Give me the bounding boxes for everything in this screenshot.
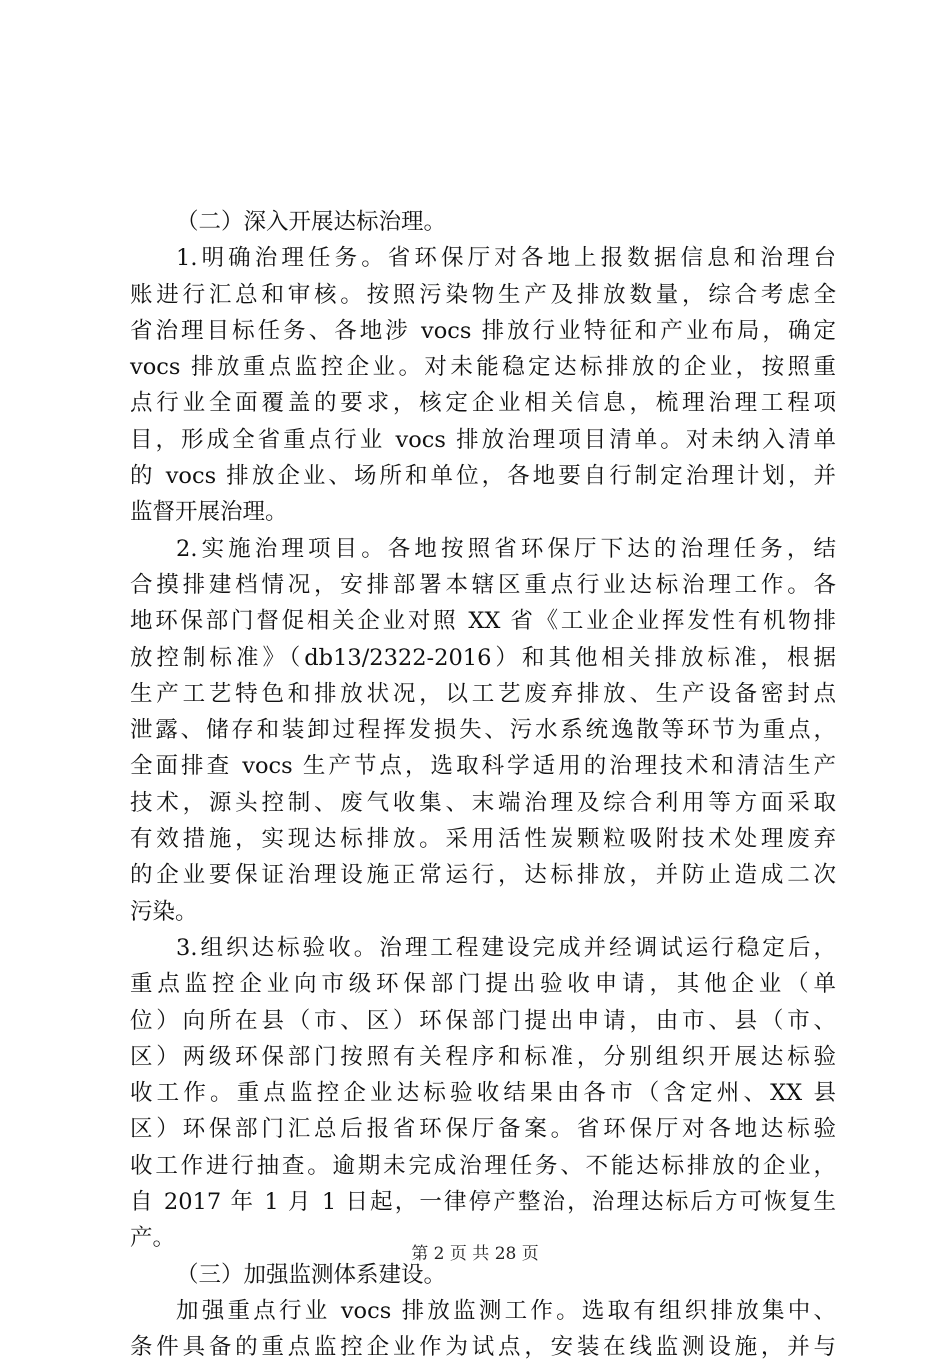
- text-line: 1.明确治理任务。省环保厅对各地上报数据信息和治理台: [176, 245, 836, 272]
- text-line: 生产工艺特色和排放状况，以工艺废弃排放、生产设备密封点: [130, 680, 836, 707]
- text-line: 地环保部门督促相关企业对照 XX 省《工业企业挥发性有机物排: [130, 608, 836, 635]
- text-line: 3.组织达标验收。治理工程建设完成并经调试运行稳定后，: [176, 934, 836, 961]
- text-line: 污染。: [130, 898, 198, 925]
- text-line: 全面排查 vocs 生产节点，选取科学适用的治理技术和清洁生产: [130, 753, 836, 780]
- text-line: 点行业全面覆盖的要求，核定企业相关信息，梳理治理工程项: [130, 390, 836, 417]
- text-line: 区）环保部门汇总后报省环保厅备案。省环保厅对各地达标验: [130, 1116, 836, 1143]
- text-line: 省治理目标任务、各地涉 vocs 排放行业特征和产业布局，确定: [130, 317, 836, 344]
- text-line: 监督开展治理。: [130, 499, 288, 526]
- text-line: 区）两级环保部门按照有关程序和标准，分别组织开展达标验: [130, 1043, 836, 1070]
- text-line: 技术，源头控制、废气收集、末端治理及综合利用等方面采取: [130, 789, 836, 816]
- text-line: 合摸排建档情况，安排部署本辖区重点行业达标治理工作。各: [130, 571, 836, 598]
- text-line: 自 2017 年 1 月 1 日起，一律停产整治，治理达标后方可恢复生: [130, 1189, 836, 1216]
- text-line: （三）加强监测体系建设。: [176, 1261, 447, 1288]
- text-line: 的企业要保证治理设施正常运行，达标排放，并防止造成二次: [130, 862, 836, 889]
- document-body: [130, 204, 836, 1366]
- text-line: 位）向所在县（市、区）环保部门提出申请，由市、县（市、: [130, 1007, 836, 1034]
- text-line: 目，形成全省重点行业 vocs 排放治理项目清单。对未纳入清单: [130, 426, 836, 453]
- text-line: vocs 排放重点监控企业。对未能稳定达标排放的企业，按照重: [130, 354, 836, 381]
- text-line: 产。: [130, 1225, 176, 1252]
- text-line: 账进行汇总和审核。按照污染物生产及排放数量，综合考虑全: [130, 281, 836, 308]
- text-line: 收工作。重点监控企业达标验收结果由各市（含定州、XX 县: [130, 1080, 836, 1107]
- text-line: 加强重点行业 vocs 排放监测工作。选取有组织排放集中、: [176, 1297, 836, 1324]
- text-line: 泄露、储存和装卸过程挥发损失、污水系统逸散等环节为重点，: [130, 717, 836, 744]
- page-footer: 第 2 页 共 28 页: [411, 1244, 539, 1264]
- text-line: 收工作进行抽查。逾期未完成治理任务、不能达标排放的企业，: [130, 1152, 836, 1179]
- text-line: 条件具备的重点监控企业作为试点，安装在线监测设施，并与: [130, 1334, 836, 1361]
- text-line: （二）深入开展达标治理。: [176, 209, 447, 235]
- text-line: 放控制标准》（db13/2322-2016）和其他相关排放标准，根据: [130, 644, 836, 671]
- text-line: 的 vocs 排放企业、场所和单位，各地要自行制定治理计划，并: [130, 463, 836, 490]
- text-line: 重点监控企业向市级环保部门提出验收申请，其他企业（单: [130, 971, 836, 998]
- text-line: 2.实施治理项目。各地按照省环保厅下达的治理任务，结: [176, 535, 836, 562]
- text-line: 有效措施，实现达标排放。采用活性炭颗粒吸附技术处理废弃: [130, 826, 836, 853]
